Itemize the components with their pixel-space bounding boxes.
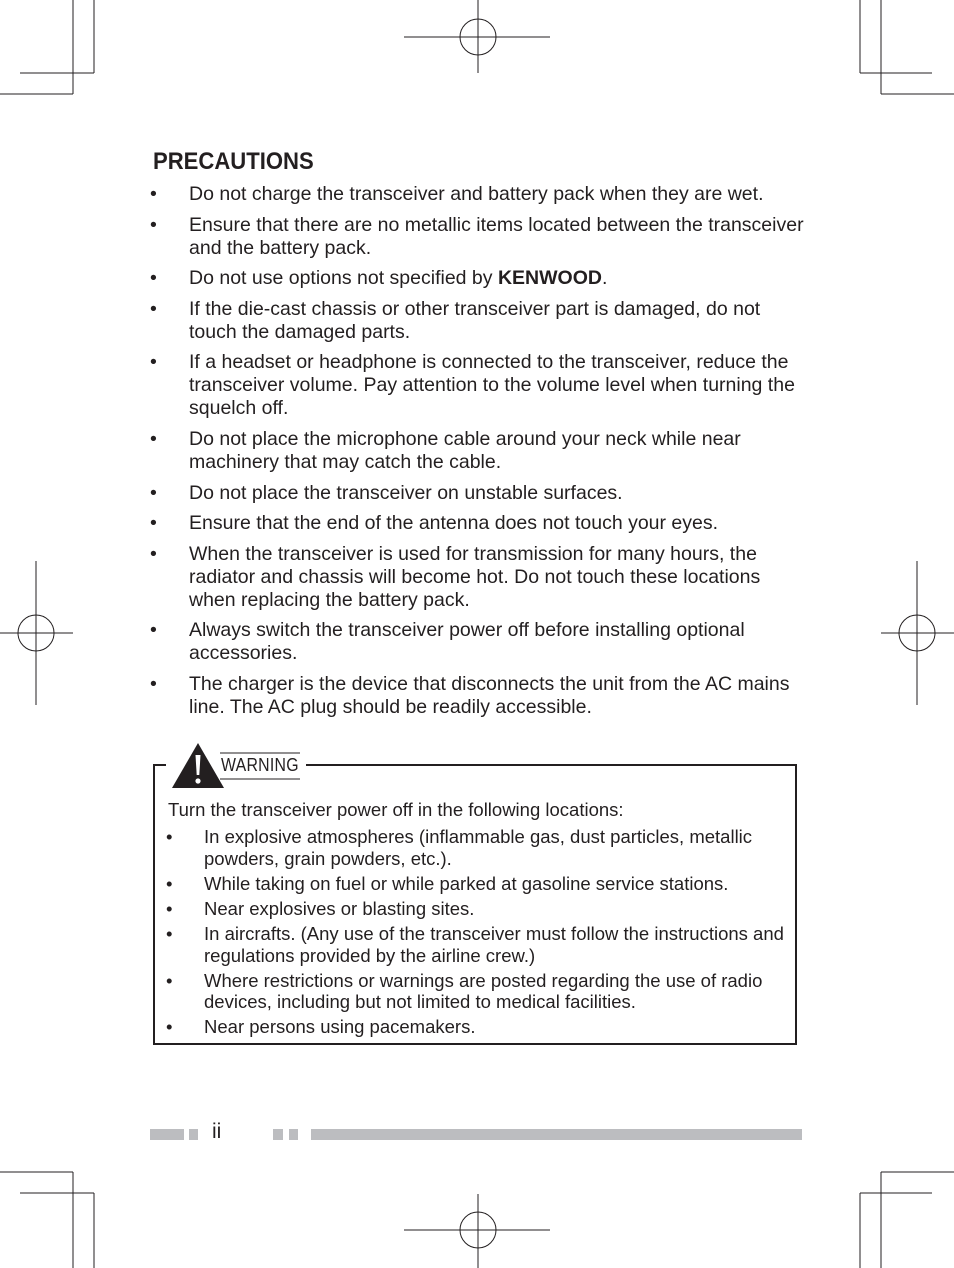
- page-title: PRECAUTIONS: [153, 148, 314, 175]
- footer-bar-segment: [189, 1129, 198, 1140]
- bullet: •: [166, 897, 173, 919]
- bullet: •: [150, 542, 157, 565]
- bullet: •: [150, 481, 157, 504]
- list-item: • Do not place the transceiver on unstable surfaces.: [150, 481, 623, 504]
- list-item: • When the transceiver is used for transmission for many hours, the radiator and chassis will become hot. Do not touch these locations when replacing the battery pack.: [150, 542, 761, 611]
- footer-bar-segment: [273, 1129, 283, 1140]
- brand-name: KENWOOD: [497, 267, 602, 290]
- list-item: • If the die-cast chassis or other transceiver part is damaged, do not touch the damaged parts.: [150, 297, 761, 343]
- bullet: •: [150, 267, 157, 290]
- list-item: • Do not charge the transceiver and battery pack when they are wet.: [150, 183, 764, 205]
- bullet: •: [166, 872, 173, 894]
- footer-bar-long: [311, 1129, 802, 1140]
- warning-triangle-icon: [170, 741, 226, 789]
- footer-bar-segment: [289, 1129, 298, 1140]
- list-item: • Near persons using pacemakers.: [166, 1016, 476, 1038]
- list-item: • In aircrafts. (Any use of the transceiver must follow the instructions and regulations provided by the airline crew.): [166, 923, 784, 966]
- bullet: •: [150, 351, 157, 374]
- bullet: •: [150, 619, 157, 642]
- warning-label: WARNING: [221, 755, 299, 775]
- list-item: • Ensure that there are no metallic items located between the transceiver and the battery pack.: [150, 213, 804, 259]
- warning-list: [166, 826, 791, 1042]
- bullet: •: [166, 969, 173, 991]
- page-number: ii: [212, 1120, 222, 1143]
- precautions-list: [150, 183, 810, 727]
- bullet: •: [150, 183, 157, 205]
- bullet: •: [150, 672, 157, 695]
- list-item: • While taking on fuel or while parked at gasoline service stations.: [166, 872, 729, 894]
- list-item: • Where restrictions or warnings are posted regarding the use of radio devices, including but not limited to medical facilities.: [166, 969, 763, 1013]
- list-item: • Always switch the transceiver power off before installing optional accessories.: [150, 619, 745, 665]
- list-item: • Ensure that the end of the antenna does not touch your eyes.: [150, 512, 719, 535]
- list-item: • Do not place the microphone cable around your neck while near machinery that may catch the cable.: [150, 427, 741, 473]
- list-item: • Near explosives or blasting sites.: [166, 897, 475, 919]
- bullet: •: [150, 427, 157, 450]
- bullet: •: [150, 297, 157, 320]
- list-item: • In explosive atmospheres (inflammable gas, dust particles, metallic powders, grain powders, etc.).: [166, 826, 753, 869]
- bullet: •: [150, 213, 157, 236]
- bullet: •: [166, 826, 173, 847]
- list-item: • If a headset or headphone is connected to the transceiver, reduce the transceiver volume. Pay attention to the volume level when turning the squelch off.: [150, 351, 795, 420]
- warning-intro: Turn the transceiver power off in the following locations:: [168, 799, 624, 820]
- bullet: •: [150, 512, 157, 535]
- footer-bar-segment: [150, 1129, 184, 1140]
- list-item: • Do not use options not specified by KENWOOD.: [150, 267, 608, 290]
- bullet: •: [166, 1016, 173, 1038]
- bullet: •: [166, 923, 173, 945]
- list-item: • The charger is the device that disconnects the unit from the AC mains line. The AC plug should be readily accessible.: [150, 672, 790, 718]
